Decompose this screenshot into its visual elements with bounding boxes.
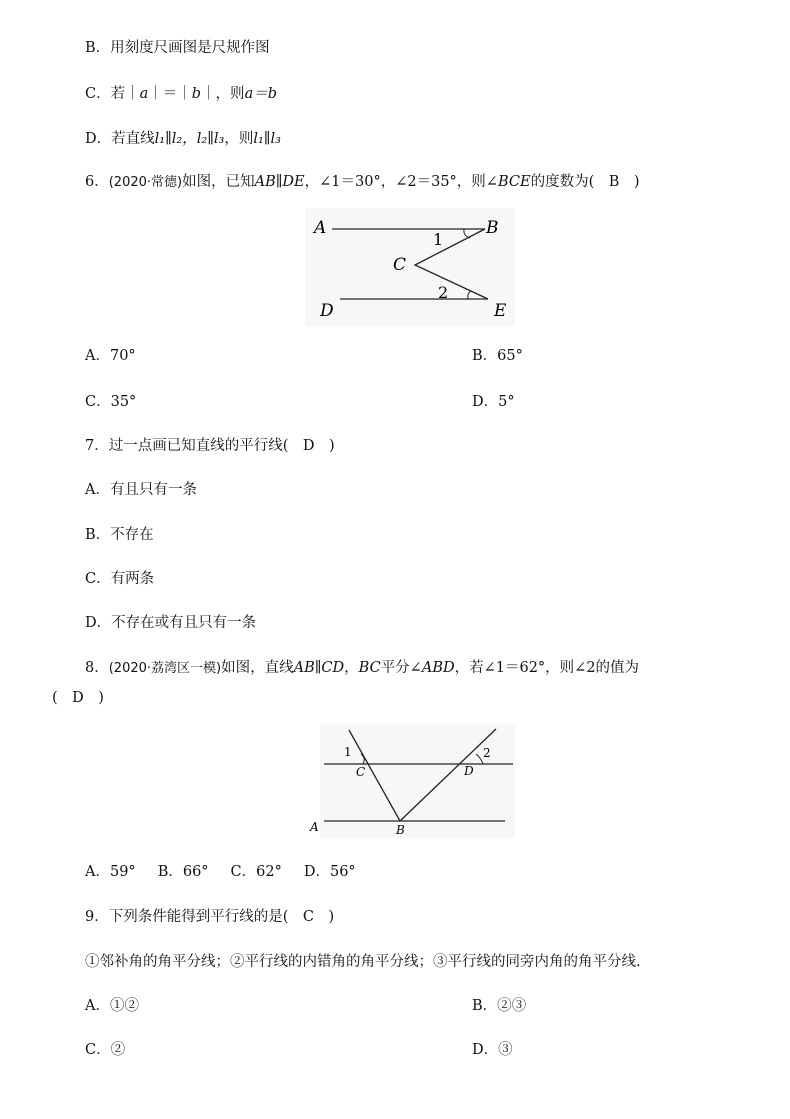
q6-text2: ，∠1＝30°，∠2＝35°，则∠ [304, 174, 498, 190]
q9-conditions: ①邻补角的角平分线；②平行线的内错角的角平分线；③平行线的同旁内角的角平分线. [85, 954, 641, 970]
q6-source: (2020·常德) [108, 175, 183, 190]
q8-ab-cd: AB∥CD [293, 660, 345, 676]
q8-label-angle2: 2 [483, 746, 491, 760]
q6-text3: 的度数为( B ) [530, 174, 640, 190]
q8-text1: 如图，直线 [221, 660, 294, 676]
q9-option-c: C．② [85, 1042, 126, 1058]
q8-options [85, 862, 356, 882]
q7-option-c: C．有两条 [85, 571, 155, 587]
q5-option-c-mid: ｜＝｜ [148, 86, 192, 102]
q6-option-d: D．5° [472, 394, 515, 410]
q5-option-b: B．用刻度尺画图是尺规作图 [85, 40, 270, 56]
q8-label-d: D [464, 764, 474, 778]
q8-stem [85, 658, 639, 679]
q5-option-d [85, 129, 281, 149]
q9-stem: 9．下列条件能得到平行线的是( C ) [85, 909, 335, 925]
q8-option-a: A．59° [85, 864, 136, 880]
q8-source: (2020·荔湾区一模) [108, 661, 222, 676]
q9-option-b: B．②③ [472, 998, 527, 1014]
q6-label-angle2: 2 [438, 283, 449, 302]
q8-abd: ABD [421, 660, 455, 676]
q7-option-d: D．不存在或有且只有一条 [85, 615, 257, 631]
q8-option-c: C．62° [230, 864, 282, 880]
q6-label-d: D [320, 301, 334, 321]
q8-label-a: A [310, 820, 319, 834]
q6-number: 6． [85, 174, 109, 190]
q8-text4: ，若∠1＝62°，则∠2的值为 [454, 660, 640, 676]
q5-option-c-expr: a＝b [244, 86, 277, 102]
q6-figure [300, 208, 520, 328]
q6-label-a: A [314, 218, 327, 238]
q6-figure-background [305, 208, 515, 326]
q8-label-b: B [396, 823, 405, 837]
q5-option-d-expr: l₁∥l₂，l₂∥l₃ [154, 131, 225, 147]
q5-option-c-prefix: C．若｜ [85, 86, 140, 102]
q5-option-d-expr2: l₁∥l₃ [253, 131, 281, 147]
q8-option-d: D．56° [303, 864, 356, 880]
q5-option-d-mid: ，则 [224, 131, 254, 147]
q6-bce: BCE [497, 174, 531, 190]
q6-label-e: E [494, 301, 507, 321]
q6-label-angle1: 1 [433, 230, 444, 249]
q8-figure [300, 724, 520, 840]
q8-label-c: C [356, 765, 366, 779]
q6-option-b: B．65° [472, 348, 523, 364]
q8-option-b: B．66° [157, 864, 209, 880]
q8-answer: ( D ) [52, 690, 104, 706]
q9-option-d: D．③ [472, 1042, 513, 1058]
q8-text2: ， [344, 660, 359, 676]
q6-option-c: C．35° [85, 394, 137, 410]
q5-option-c-b: b [191, 86, 202, 102]
q7-option-b: B．不存在 [85, 527, 154, 543]
q5-option-d-prefix: D．若直线 [85, 131, 155, 147]
q5-option-c-a: a [139, 86, 149, 102]
q6-ab-de: AB∥DE [254, 174, 305, 190]
q7-option-a: A．有且只有一条 [85, 482, 197, 498]
q8-label-angle1: 1 [344, 745, 352, 759]
q8-number: 8． [85, 660, 109, 676]
q8-text3: 平分∠ [380, 660, 422, 676]
q9-option-a: A．①② [85, 998, 139, 1014]
q7-stem: 7．过一点画已知直线的平行线( D ) [85, 438, 335, 454]
q6-text1: 如图，已知 [182, 174, 255, 190]
q6-option-a: A．70° [85, 348, 136, 364]
q8-bc: BC [358, 660, 381, 676]
q5-option-c-mid2: ｜，则 [201, 86, 245, 102]
q6-label-c: C [393, 255, 407, 275]
q6-stem [85, 172, 640, 193]
q6-label-b: B [486, 218, 499, 238]
q5-option-c [85, 84, 277, 104]
